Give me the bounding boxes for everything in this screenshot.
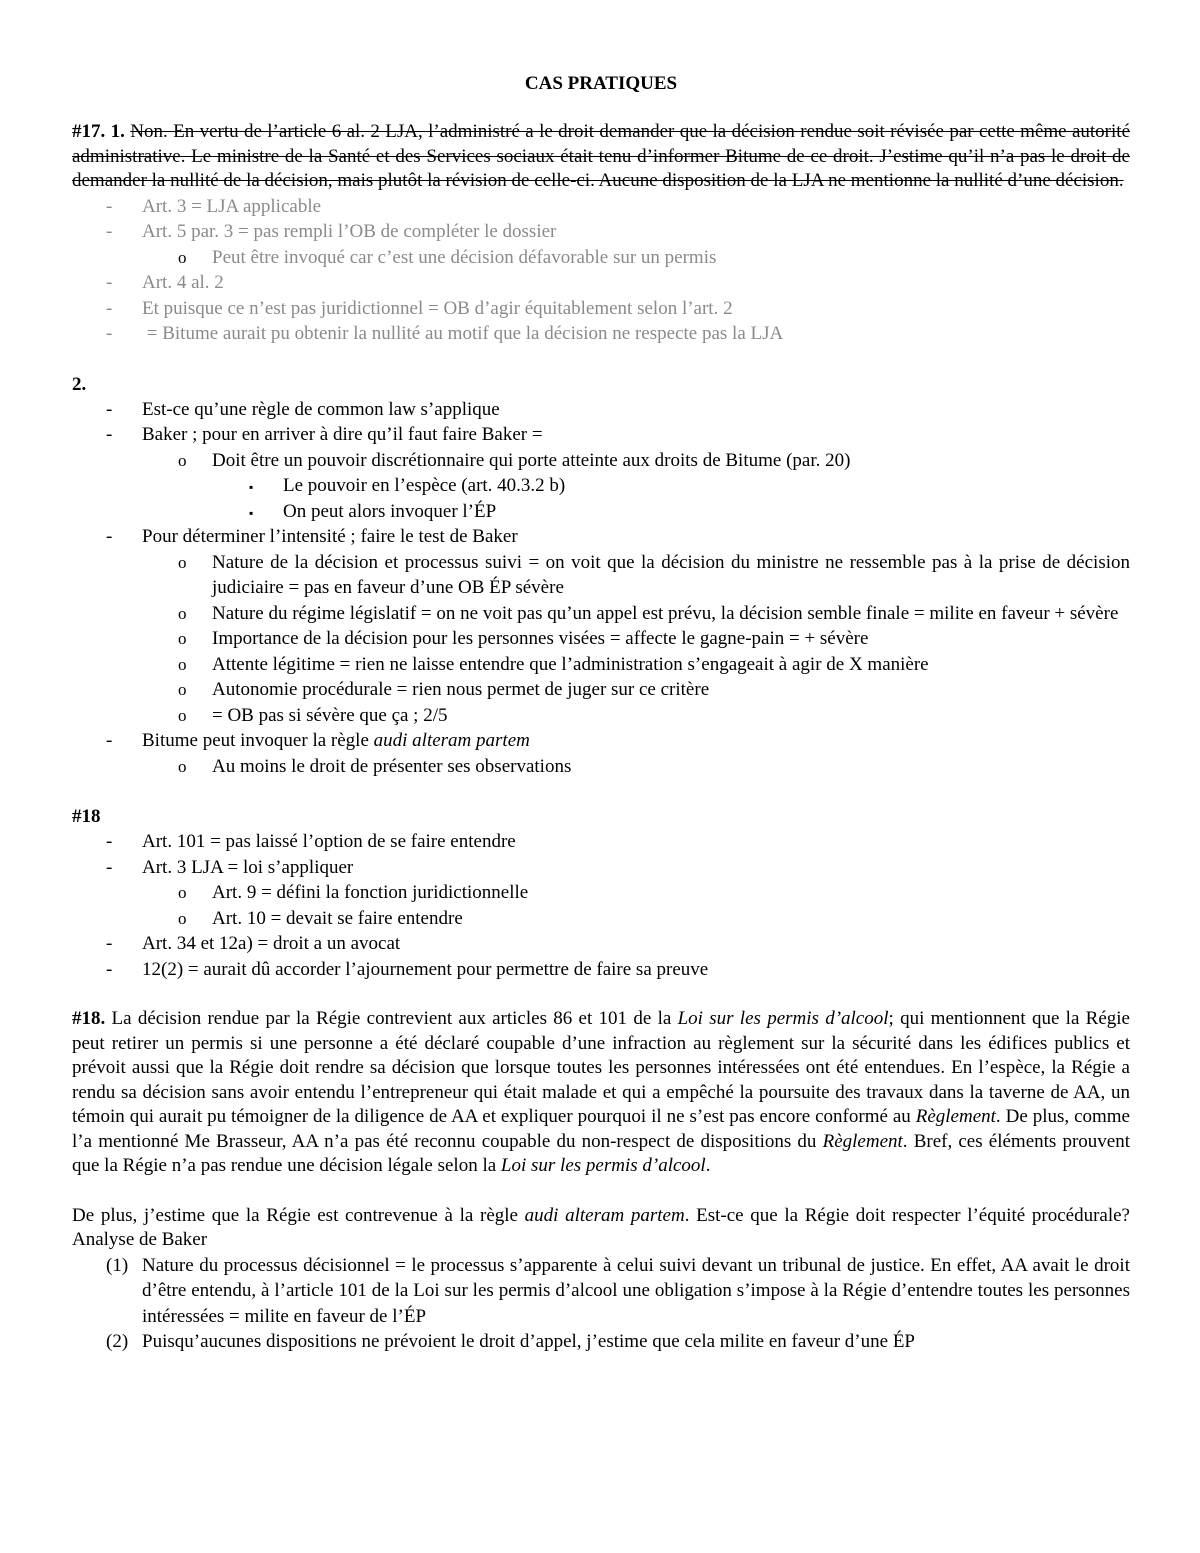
list-item: - Art. 4 al. 2: [106, 272, 224, 293]
list-item: - Est-ce qu’une règle de common law s’applique: [106, 398, 500, 420]
list-item: o Art. 10 = devait se faire entendre: [178, 907, 463, 929]
list-item: o Attente légitime = rien ne laisse entendre que l’administration s’engageait à agir de X manière: [178, 653, 929, 675]
q2-label: 2.: [72, 373, 87, 395]
list-item: o = OB pas si sévère que ça ; 2/5: [178, 704, 448, 726]
list-item: o Art. 9 = défini la fonction juridictionnelle: [178, 882, 529, 903]
list-item: - 12(2) = aurait dû accorder l’ajournement pour permettre de faire sa preuve: [106, 958, 709, 980]
q17-label: #17. 1.: [72, 121, 125, 142]
list-item: - Art. 34 et 12a) = droit a un avocat: [106, 933, 401, 954]
list-item: - Art. 5 par. 3 = pas rempli l’OB de compléter le dossier: [106, 221, 557, 242]
list-item: - Baker ; pour en arriver à dire qu’il faut faire Baker =: [106, 424, 543, 445]
list-item: - Art. 3 LJA = loi s’appliquer: [106, 856, 354, 878]
list-item: - Art. 3 = LJA applicable: [106, 195, 322, 217]
q18-paragraph-1: #18. La décision rendue par la Régie contrevient aux articles 86 et 101 de la Loi sur les permis d’alcool; qui mentionnent que la Régie peut retirer un permis si une personne a été déclaré coupable d’une infraction au règlement sur la sécurité dans les édifices publics et prévoit aussi que la Régie doit rendre sa décision que lorsque toutes les personnes intéressées ont été entendues. En l’espèce, la Régie a rendu sa décision sans avoir entendu l’entrepreneur qui était malade et qui a empêché la poursuite des travaux dans la taverne de AA, un témoin qui aurait pu témoigner de la diligence de AA et expliquer pourquoi il ne s’est pas encore conformé au Règlement. De plus, comme l’a mentionné Me Brasseur, AA n’a pas été reconnu coupable du non-respect de dispositions du Règlement. Bref, ces éléments prouvent que la Régie n’a pas rendue une décision légale selon la Loi sur les permis d’alcool.: [72, 1008, 1130, 1176]
document-page: [72, 72, 1130, 1355]
q18-paragraph-2: De plus, j’estime que la Régie est contrevenue à la règle audi alteram partem. Est-ce que la Régie doit respecter l’équité procédurale? Analyse de Baker: [72, 1204, 1130, 1250]
list-item: - Pour déterminer l’intensité ; faire le test de Baker: [106, 526, 518, 547]
page-title: CAS PRATIQUES: [524, 73, 678, 94]
numbered-item: (1) Nature du processus décisionnel = le processus s’apparente à celui suivi devant un tribunal de justice. En effet, AA avait le droit d’être entendu, à l’article 101 de la Loi sur les permis d’alcool une obligation s’impose à la Régie d’entendre toutes les personnes intéressées = milite en faveur de l’ÉP: [106, 1254, 1130, 1327]
list-item: o Importance de la décision pour les personnes visées = affecte le gagne-pain = + sévère: [178, 628, 869, 649]
list-item: - = Bitume aurait pu obtenir la nullité au motif que la décision ne respecte pas la LJA: [106, 323, 784, 344]
list-item: o Nature du régime législatif = on ne voit pas qu’un appel est prévu, la décision semble finale = milite en faveur + sévère: [178, 602, 1119, 624]
list-item: o Autonomie procédurale = rien nous permet de juger sur ce critère: [178, 679, 710, 700]
list-item: - Et puisque ce n’est pas juridictionnel = OB d’agir équitablement selon l’art. 2: [106, 297, 733, 319]
list-item: o Peut être invoqué car c’est une décision défavorable sur un permis: [178, 246, 717, 268]
list-item: o Nature de la décision et processus suivi = on voit que la décision du ministre ne ressemble pas à la prise de décision judiciaire = pas en faveur d’une OB ÉP sévère: [178, 551, 1130, 598]
q17-struck-text: Non. En vertu de l’article 6 al. 2 LJA, l’administré a le droit demander que la décision rendue soit révisée par cette même autorité administrative. Le ministre de la Santé et des Services sociaux était tenu d’informer Bitume de ce droit. J’estime qu’il n’a pas le droit de demander la nullité de la décision, mais plutôt la révision de celle-ci. Aucune disposition de la LJA ne mentionne la nullité d’une décision.: [72, 121, 1131, 191]
list-item: o Au moins le droit de présenter ses observations: [178, 755, 572, 777]
q17-paragraph: [72, 120, 1130, 194]
q18-label: #18: [72, 806, 101, 827]
list-item: ▪ On peut alors invoquer l’ÉP: [249, 500, 497, 522]
list-item: ▪ Le pouvoir en l’espèce (art. 40.3.2 b): [249, 475, 566, 496]
list-item: o Doit être un pouvoir discrétionnaire qui porte atteinte aux droits de Bitume (par. 20): [178, 449, 851, 471]
list-item: - Bitume peut invoquer la règle audi alteram partem: [106, 730, 530, 751]
numbered-item: (2) Puisqu’aucunes dispositions ne prévoient le droit d’appel, j’estime que cela milite en faveur d’une ÉP: [106, 1331, 915, 1352]
list-item: - Art. 101 = pas laissé l’option de se faire entendre: [106, 831, 516, 852]
